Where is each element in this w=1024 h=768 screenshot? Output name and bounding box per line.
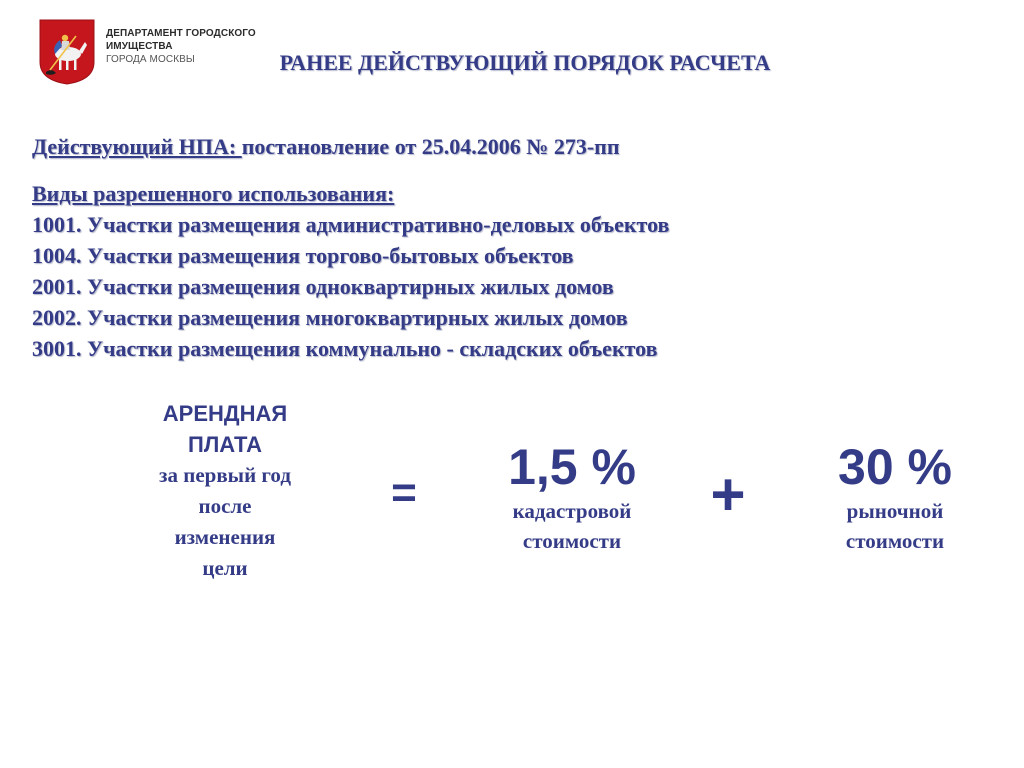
rent-label-block — [130, 398, 320, 584]
npa-value: постановление от 25.04.2006 № 273-пп — [241, 134, 620, 159]
permitted-use-item: 2002. Участки размещения многоквартирных жилых домов — [32, 305, 628, 330]
cadastral-label-1: кадастровой — [512, 499, 632, 523]
permitted-use-item: 3001. Участки размещения коммунально - складских объектов — [32, 336, 658, 361]
market-label-1: рыночной — [846, 499, 944, 523]
plus-sign: + — [710, 461, 746, 528]
permitted-use-item: 2001. Участки размещения одноквартирных жилых домов — [32, 274, 614, 299]
department-name-line-2: ИМУЩЕСТВА — [106, 41, 173, 52]
rent-label-caps-2: ПЛАТА — [188, 432, 262, 457]
slide-title: РАНЕЕ ДЕЙСТВУЮЩИЙ ПОРЯДОК РАСЧЕТА — [279, 50, 771, 75]
department-name-line-3: ГОРОДА МОСКВЫ — [106, 54, 195, 65]
npa-label: Действующий НПА: — [32, 134, 242, 159]
market-term — [795, 438, 995, 556]
cadastral-percent: 1,5 % — [508, 439, 636, 495]
permitted-uses-block — [32, 178, 669, 364]
permitted-use-item: 1001. Участки размещения административно-деловых объектов — [32, 212, 670, 237]
cadastral-label-2: стоимости — [522, 529, 622, 553]
market-percent: 30 % — [838, 439, 952, 495]
permitted-uses-heading: Виды разрешенного использования: — [32, 181, 395, 206]
rent-label-caps-1: АРЕНДНАЯ — [162, 401, 288, 426]
equals-sign: = — [391, 468, 417, 517]
rent-label-desc: за первый год — [159, 463, 291, 487]
market-label-2: стоимости — [845, 529, 945, 553]
rent-label-desc: после — [198, 494, 252, 518]
cadastral-term — [472, 438, 672, 556]
rent-label-desc: изменения — [174, 525, 276, 549]
npa-line — [32, 134, 620, 160]
department-name-line-1: ДЕПАРТАМЕНТ ГОРОДСКОГО — [106, 28, 256, 39]
rent-label-desc: цели — [202, 556, 248, 580]
permitted-use-item: 1004. Участки размещения торгово-бытовых объектов — [32, 243, 574, 268]
